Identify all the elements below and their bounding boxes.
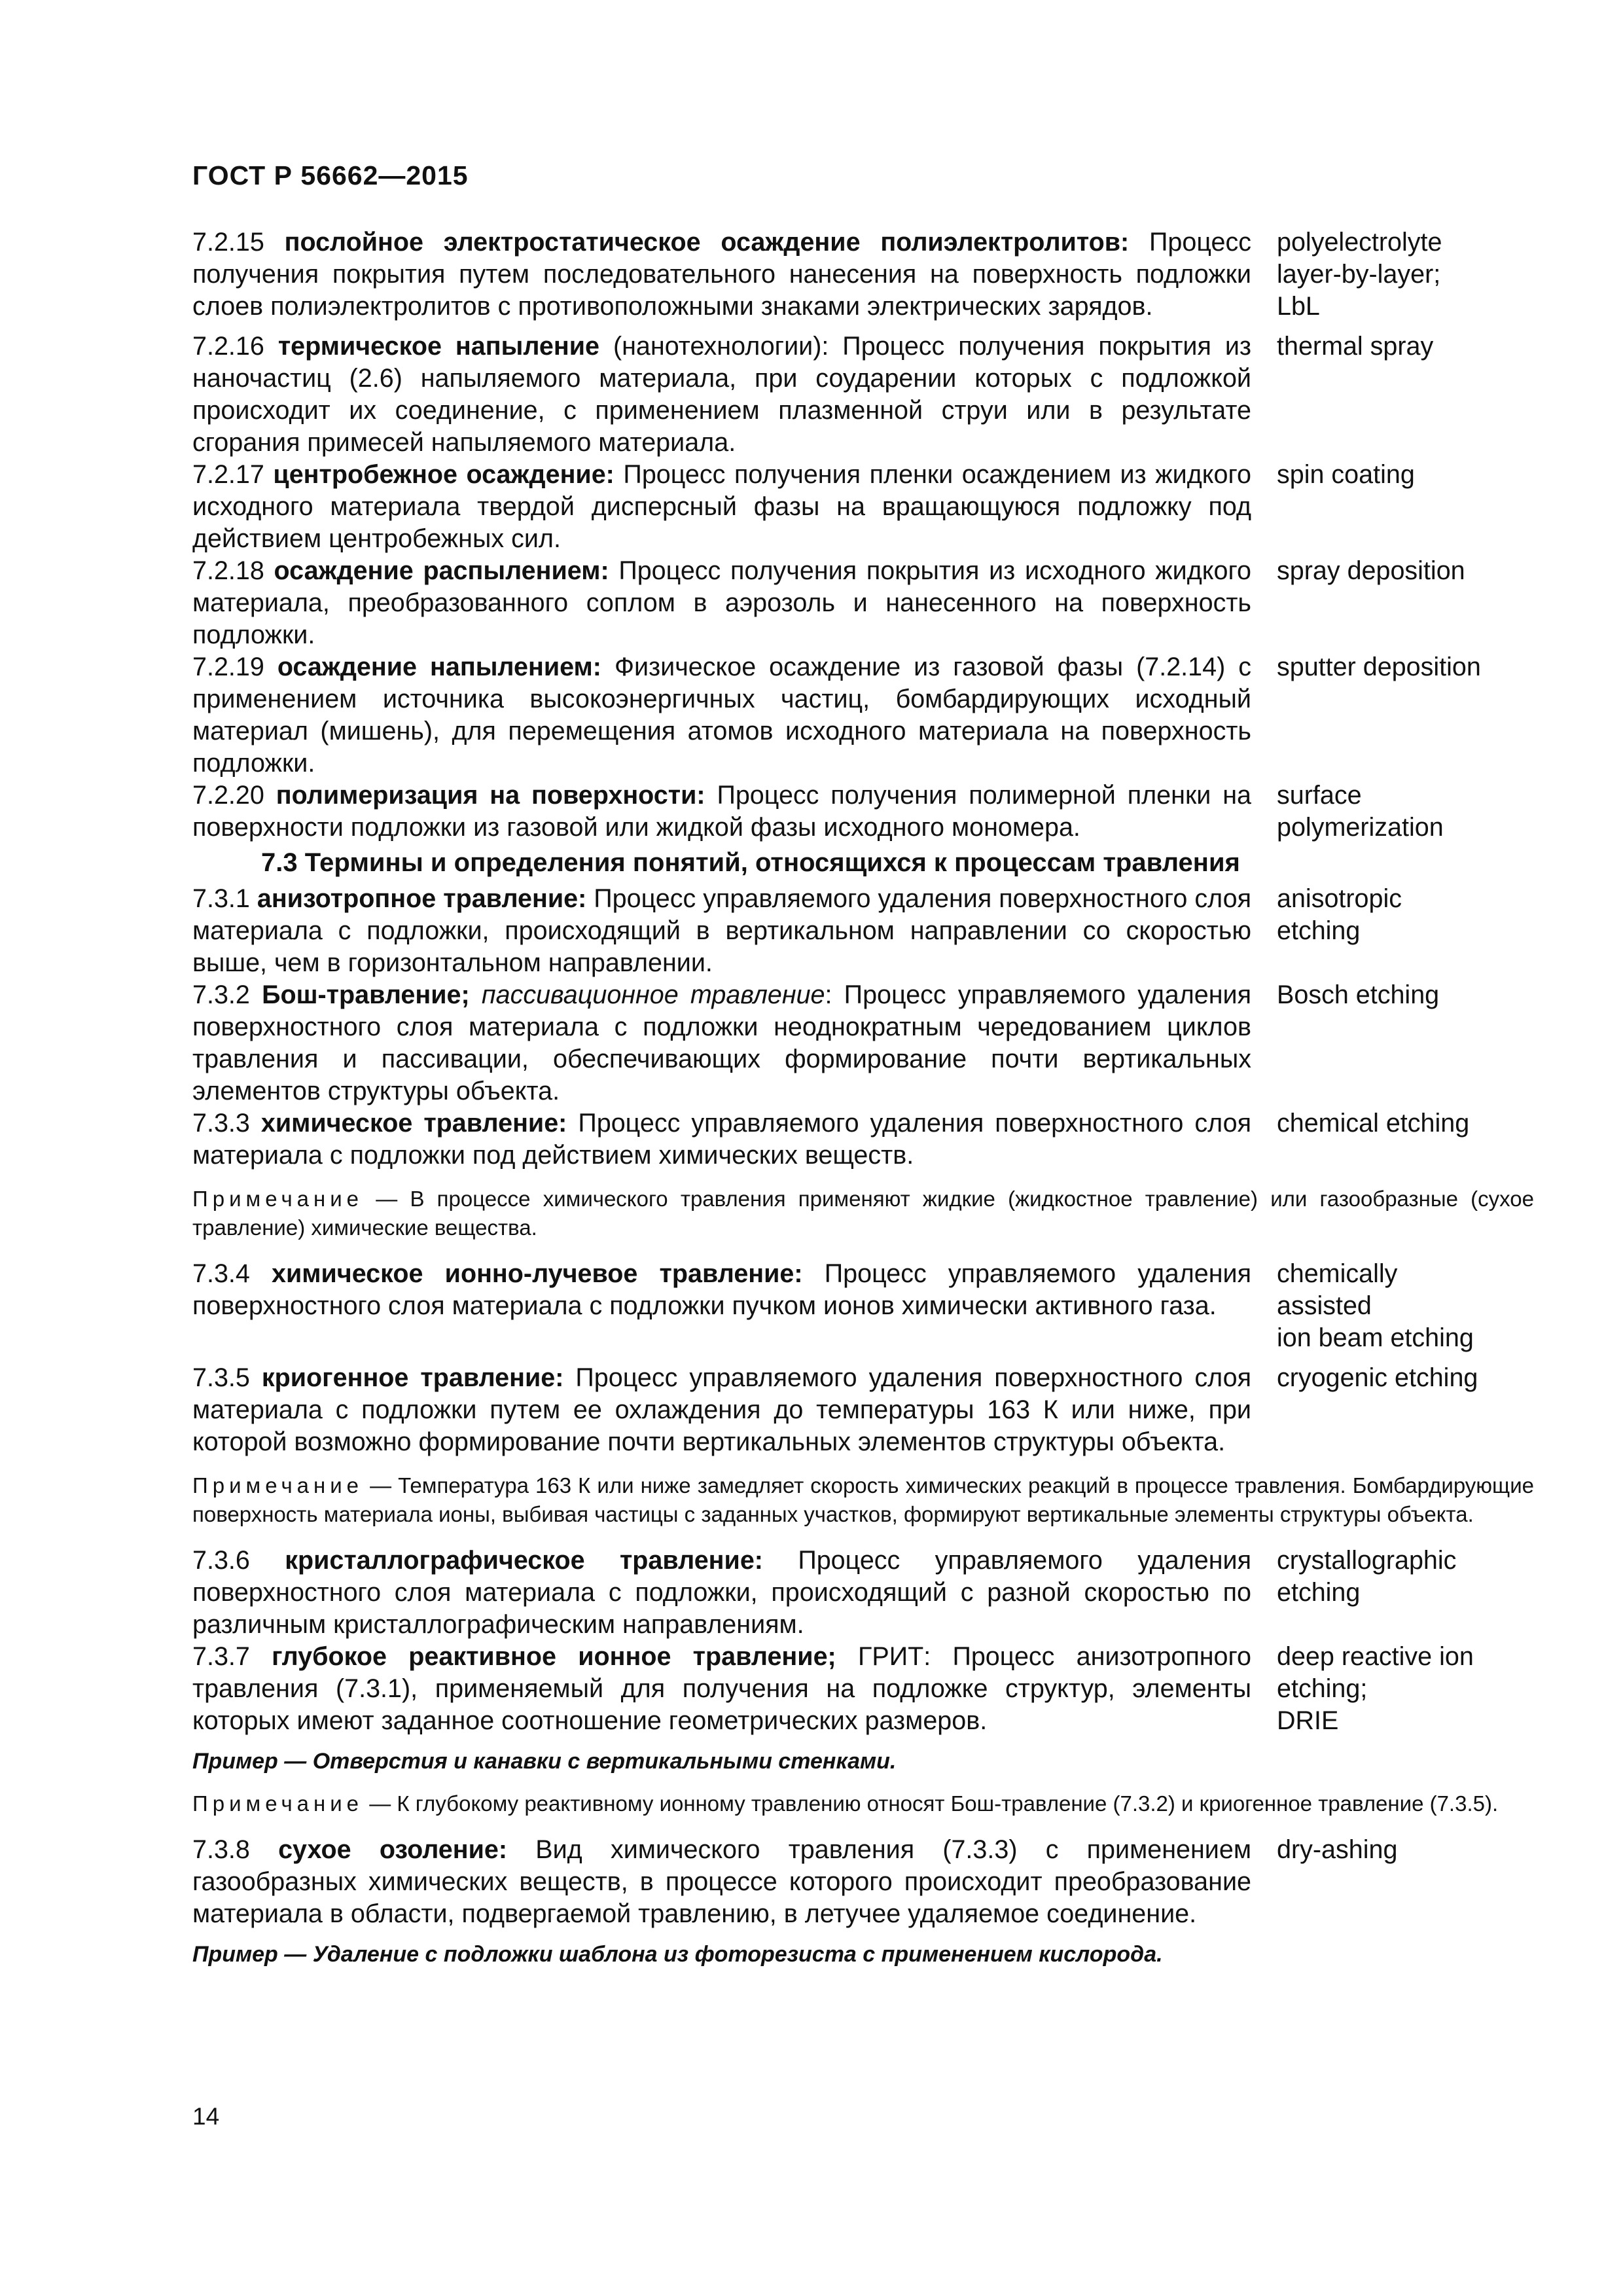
page-content bbox=[192, 226, 1534, 1976]
term-name: термическое напыление bbox=[277, 332, 599, 361]
note-label: Примечание bbox=[192, 1791, 364, 1816]
english-term: chemical etching bbox=[1277, 1109, 1470, 1138]
term-number: 7.2.19 bbox=[192, 653, 264, 681]
note-label: Примечание bbox=[192, 1187, 364, 1211]
english-term: etching bbox=[1277, 1578, 1361, 1607]
english-term: assisted bbox=[1277, 1291, 1372, 1320]
english-term: Bosch etching bbox=[1277, 980, 1440, 1009]
term-entry-7-3-6 bbox=[192, 1545, 1534, 1641]
term-name: сухое озоление: bbox=[278, 1835, 508, 1864]
english-term: anisotropic bbox=[1277, 884, 1402, 913]
example-dry-ashing: Пример — Удаление с подложки шаблона из фоторезиста с применением кислорода. bbox=[192, 1942, 1163, 1967]
term-name: полимеризация на поверхности: bbox=[276, 781, 705, 810]
term-name: кристаллографическое травление: bbox=[285, 1546, 763, 1575]
english-term: polymerization bbox=[1277, 813, 1444, 842]
term-name: глубокое реактивное ионное травление; bbox=[272, 1642, 836, 1671]
english-term: thermal spray bbox=[1277, 332, 1434, 361]
term-entry-7-3-7 bbox=[192, 1641, 1534, 1737]
english-term: spray deposition bbox=[1277, 556, 1465, 585]
term-definition: Процесс получения полимерной пленки на поверхности подложки из газовой или жидкой фазы исходного мономера. bbox=[192, 781, 1251, 842]
english-term: LbL bbox=[1277, 292, 1320, 321]
english-term: crystallographic bbox=[1277, 1546, 1457, 1575]
term-number: 7.2.16 bbox=[192, 332, 264, 361]
term-entry-7-2-15 bbox=[192, 226, 1534, 323]
term-entry-7-3-2 bbox=[192, 979, 1534, 1107]
section-heading: 7.3 Термины и определения понятий, относящихся к процессам травления bbox=[261, 848, 1240, 877]
example-drie: Пример — Отверстия и канавки с вертикальными стенками. bbox=[192, 1749, 897, 1774]
english-term: ion beam etching bbox=[1277, 1323, 1474, 1352]
term-definition: Процесс получения пленки осаждением из жидкого исходного материала твердой дисперсный фазы на вращающуюся подложку под действием центробежных сил. bbox=[192, 460, 1251, 553]
term-number: 7.3.4 bbox=[192, 1259, 250, 1288]
term-number: 7.3.3 bbox=[192, 1109, 250, 1138]
term-number: 7.3.2 bbox=[192, 980, 250, 1009]
note-chemical-etching bbox=[192, 1185, 1534, 1242]
term-number: 7.3.6 bbox=[192, 1546, 250, 1575]
note-drie bbox=[192, 1789, 1534, 1818]
term-name: осаждение напылением: bbox=[277, 653, 601, 681]
term-definition: Процесс получения покрытия путем последовательного нанесения на поверхность подложки слоев полиэлектролитов с противоположными знаками электрических зарядов. bbox=[192, 228, 1251, 321]
note-text: — К глубокому реактивному ионному травлению относят Бош-травление (7.3.2) и криогенное травление (7.3.5). bbox=[369, 1791, 1499, 1816]
term-name: осаждение распылением: bbox=[274, 556, 609, 585]
term-number: 7.3.8 bbox=[192, 1835, 250, 1864]
english-term: deep reactive ion bbox=[1277, 1642, 1474, 1671]
english-term: surface bbox=[1277, 781, 1362, 810]
term-number: 7.2.15 bbox=[192, 228, 264, 257]
term-definition: Физическое осаждение из газовой фазы (7.2.14) с применением источника высокоэнергичных частиц, бомбардирующих исходный материал (мишень), для перемещения атомов исходного материала на поверхность подложки. bbox=[192, 653, 1251, 778]
document-code: ГОСТ Р 56662—2015 bbox=[192, 160, 469, 190]
note-cryogenic bbox=[192, 1471, 1534, 1529]
english-term: cryogenic etching bbox=[1277, 1363, 1478, 1392]
english-term: chemically bbox=[1277, 1259, 1398, 1288]
term-definition: Процесс управляемого удаления поверхностного слоя материала с подложки, происходящий с разной скоростью по различным кристаллографическим направлениям. bbox=[192, 1546, 1251, 1639]
term-definition: (нанотехнологии): Процесс получения покрытия из наночастиц (2.6) напыляемого материала, при соударении которых с подложкой происходит их соединение, с применением плазменной струи или в результате сгорания примесей напыляемого материала. bbox=[192, 332, 1252, 457]
note-label: Примечание bbox=[192, 1473, 364, 1498]
term-name: химическое травление: bbox=[260, 1109, 567, 1138]
term-entry-7-3-3 bbox=[192, 1107, 1534, 1172]
term-entry-7-2-16 bbox=[192, 331, 1534, 459]
english-term: layer-by-layer; bbox=[1277, 260, 1441, 289]
term-number: 7.2.17 bbox=[192, 460, 264, 489]
term-entry-7-3-8 bbox=[192, 1834, 1534, 1930]
term-number: 7.3.5 bbox=[192, 1363, 250, 1392]
term-definition: ГРИТ: Процесс анизотропного травления (7.3.1), применяемый для получения на подложке структур, элементы которых имеют заданное соотношение геометрических размеров. bbox=[192, 1642, 1251, 1735]
english-term: dry-ashing bbox=[1277, 1835, 1398, 1864]
term-entry-7-2-18 bbox=[192, 555, 1534, 651]
term-name: анизотропное травление: bbox=[257, 884, 587, 913]
term-name: криогенное травление: bbox=[261, 1363, 564, 1392]
term-definition: : Процесс управляемого удаления поверхностного слоя материала с подложки неоднократным чередованием циклов травления и пассивации, обеспечивающих формирование почти вертикальных элементов структуры объекта. bbox=[192, 980, 1251, 1105]
term-number: 7.3.1 bbox=[192, 884, 250, 913]
term-entry-7-3-4 bbox=[192, 1258, 1534, 1354]
term-number: 7.2.20 bbox=[192, 781, 264, 810]
term-entry-7-3-1 bbox=[192, 883, 1534, 979]
english-term: sputter deposition bbox=[1277, 653, 1481, 681]
english-term: etching; bbox=[1277, 1674, 1368, 1703]
term-name: центробежное осаждение: bbox=[273, 460, 615, 489]
term-name: Бош-травление; bbox=[262, 980, 470, 1009]
page-number: 14 bbox=[192, 2103, 220, 2130]
term-entry-7-2-20 bbox=[192, 780, 1534, 844]
term-definition: Вид химического травления (7.3.3) с применением газообразных химических веществ, в процессе которого происходит преобразование материала в области, подвергаемой травлению, в летучее удаляемое соединение. bbox=[192, 1835, 1251, 1928]
term-entry-7-2-17 bbox=[192, 459, 1534, 555]
english-term: etching bbox=[1277, 916, 1361, 945]
term-name: послойное электростатическое осаждение полиэлектролитов: bbox=[284, 228, 1130, 257]
english-term: spin coating bbox=[1277, 460, 1415, 489]
term-name: химическое ионно-лучевое травление: bbox=[272, 1259, 803, 1288]
term-definition: Процесс управляемого удаления поверхностного слоя материала с подложки под действием химических веществ. bbox=[192, 1109, 1251, 1170]
english-term: polyelectrolyte bbox=[1277, 228, 1442, 257]
term-entry-7-3-5 bbox=[192, 1362, 1534, 1458]
english-term: DRIE bbox=[1277, 1706, 1339, 1735]
note-text: — Температура 163 К или ниже замедляет скорость химических реакций в процессе травления. Бомбардирующие поверхность материала ионы, выбивая частицы с заданных участков, формируют вертикальные элементы структуры объекта. bbox=[192, 1473, 1534, 1526]
term-number: 7.2.18 bbox=[192, 556, 264, 585]
term-entry-7-2-19 bbox=[192, 651, 1534, 780]
term-synonym: пассивационное травление bbox=[481, 980, 825, 1009]
note-text: — В процессе химического травления применяют жидкие (жидкостное травление) или газообразные (сухое травление) химические вещества. bbox=[192, 1187, 1535, 1240]
term-definition: Процесс получения покрытия из исходного жидкого материала, преобразованного соплом в аэрозоль и нанесенного на поверхность подложки. bbox=[192, 556, 1251, 649]
term-definition: Процесс управляемого удаления поверхностного слоя материала с подложки путем ее охлаждения до температуры 163 К или ниже, при которой возможно формирование почти вертикальных элементов структуры объекта. bbox=[192, 1363, 1251, 1456]
term-definition: Процесс управляемого удаления поверхностного слоя материала с подложки пучком ионов химически активного газа. bbox=[192, 1259, 1252, 1320]
term-definition: Процесс управляемого удаления поверхностного слоя материала с подложки, происходящий в вертикальном направлении со скоростью выше, чем в горизонтальном направлении. bbox=[192, 884, 1251, 977]
term-number: 7.3.7 bbox=[192, 1642, 250, 1671]
